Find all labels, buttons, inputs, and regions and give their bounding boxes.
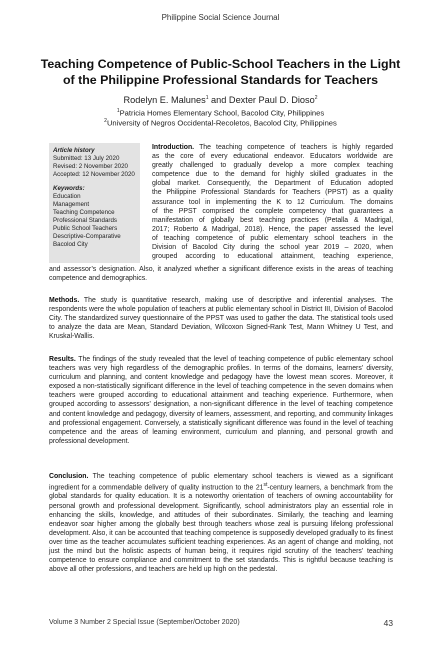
affiliation-1: $^1$Patricia Homes Elementary School, Bacolod City, Philippines <box>116 108 325 118</box>
intro-line: as the core of every educational endeavor. Educators worldwide are <box>152 153 393 161</box>
intro-line: manifestation of globally best teaching practices (Petalla & Madrigal, <box>152 216 393 224</box>
keyword-item: Education <box>53 193 81 200</box>
intro-line: greatly challenged to gradually develop a more complex teaching <box>152 162 393 170</box>
intro-line: of teaching competence of public elementary school teachers in the <box>152 234 393 242</box>
keyword-item: Public School Teachers <box>53 225 118 232</box>
intro-line: The teaching competence of teachers is highly regarded <box>194 144 393 151</box>
issue-info: Volume 3 Number 2 Special Issue (September/October 2020) <box>49 619 240 626</box>
article-info-box <box>49 143 140 263</box>
journal-name: Philippine Social Science Journal <box>161 13 280 22</box>
methods-paragraph: Methods. The study is quantitative research, making use of descriptive and inferential analyses. The respondents were the whole population of teachers at public elementary school in District III, Division of Bacolod City. The standardized survey questionnaire of the PPST was used to gather the data. The statistical tools used to analyze the data are Mean, Standard Deviation, Wilcoxon Signed-Rank Test, Mann Whitney U Test, and Kruskal-Wallis. <box>49 297 393 341</box>
keyword-item: Descriptive-Comparative <box>53 233 121 240</box>
intro-line: competence due to the demand for highly skilled graduates in the <box>152 171 393 179</box>
author-2-mark: 2 <box>314 95 318 101</box>
keyword-item: Management <box>53 201 90 208</box>
author-line <box>0 95 441 105</box>
intro-line: the Philippine Professional Standards for Teachers (PPST) as a quality <box>152 189 393 197</box>
author-1-mark: 1 <box>205 95 209 101</box>
conclusion-paragraph: Conclusion. The teaching competence of public elementary school teachers is viewed as a significant ingredient for a commendable delivery of quality instruction to the 21st-century learners, a benchmark from the global standards for quality education. It is a noteworthy orientation of teachers of owning accountability for personal growth and professional development. Significantly, school administrators play an essential role in enhancing the skills, knowledge, and attitudes of their subordinates. Similarly, the teaching and learning endeavor soar higher among the globally best through teachers whose zeal is pursuing lifelong professional development. Also, it can be accounted that teaching competence is supposedly developed gradually to its finest over time as the teacher accumulates sufficient teaching experiences. As an agent of change and molding, not just the mind but the holistic aspects of human being, it requires rigid scrutiny of the teachers’ teaching competence to ensure compliance and commitment to the set standards. This is rightful because teaching is above all other professions, and teachers are held up high on the pedestal. <box>49 473 393 574</box>
keywords-heading: Keywords: <box>53 185 85 192</box>
introduction-paragraph-top <box>152 143 393 261</box>
page-number: 43 <box>383 618 393 628</box>
intro-line: grouped according to educational attainment, teaching experience, <box>152 253 393 261</box>
history-revised: Revised: 2 November 2020 <box>53 163 128 170</box>
intro-line: Division of Bacolod City during the school year 2019 – 2020, when <box>152 244 393 252</box>
affiliation-2: $^2$University of Negros Occidental-Recoletos, Bacolod City, Philippines <box>104 118 337 128</box>
keyword-item: Teaching Competence <box>53 209 115 216</box>
introduction-heading: Introduction. <box>152 144 195 151</box>
article-history-heading: Article history <box>53 147 95 154</box>
history-accepted: Accepted: 12 November 2020 <box>53 171 135 178</box>
results-heading: Results. <box>49 356 76 363</box>
author-1: Rodelyn E. Malunes <box>123 95 206 106</box>
page-footer <box>49 619 393 626</box>
paper-title: Teaching Competence of Public-School Teachers in the Light of the Philippine Professional Standards for Teachers <box>40 57 401 87</box>
author-2: and Dexter Paul D. Dioso <box>208 95 315 106</box>
keyword-item: Bacolod City <box>53 241 88 248</box>
intro-line: assurance tool in implementing the K to 12 Curriculum. The domains <box>152 198 393 206</box>
results-paragraph: Results. The findings of the study revealed that the level of teaching competence of public elementary school teachers was very high regardless of the demographic profiles. In terms of the domains, learners’ diversity, curriculum and planning, and content knowledge and pedagogy have the lowest mean scores. Moreover, it exposed a non-statistically significant difference in the level of teaching competence in the seven domains when teachers were grouped according to educational attainment and teaching experience. Furthermore, when grouped according to assessors’ designation, a non-significant difference in the level of teaching competence and content knowledge and pedagogy, diversity of learners, assessment, and reporting, and community linkages and professional engagement. Conversely, a statistically significant difference was found in the level of teaching competence and the areas of learning environment, curriculum and planning, and personal growth and professional development. <box>49 356 393 445</box>
intro-line: global market. Consequently, the Department of Education adopted <box>152 180 393 188</box>
intro-line: 2017; Roberto & Madrigal, 2018). Hence, the paper assessed the level <box>152 225 393 233</box>
keyword-item: Professional Standards <box>53 217 117 224</box>
introduction-paragraph-rest: and assessor’s designation. Also, it analyzed whether a significant difference exists in the areas of teaching competence and demographics. <box>49 266 393 283</box>
intro-line: of the PPST comprised the complete competency that guarantees a <box>152 207 393 215</box>
methods-heading: Methods. <box>49 297 80 304</box>
conclusion-heading: Conclusion. <box>49 473 89 480</box>
history-submitted: Submitted: 13 July 2020 <box>53 155 120 162</box>
